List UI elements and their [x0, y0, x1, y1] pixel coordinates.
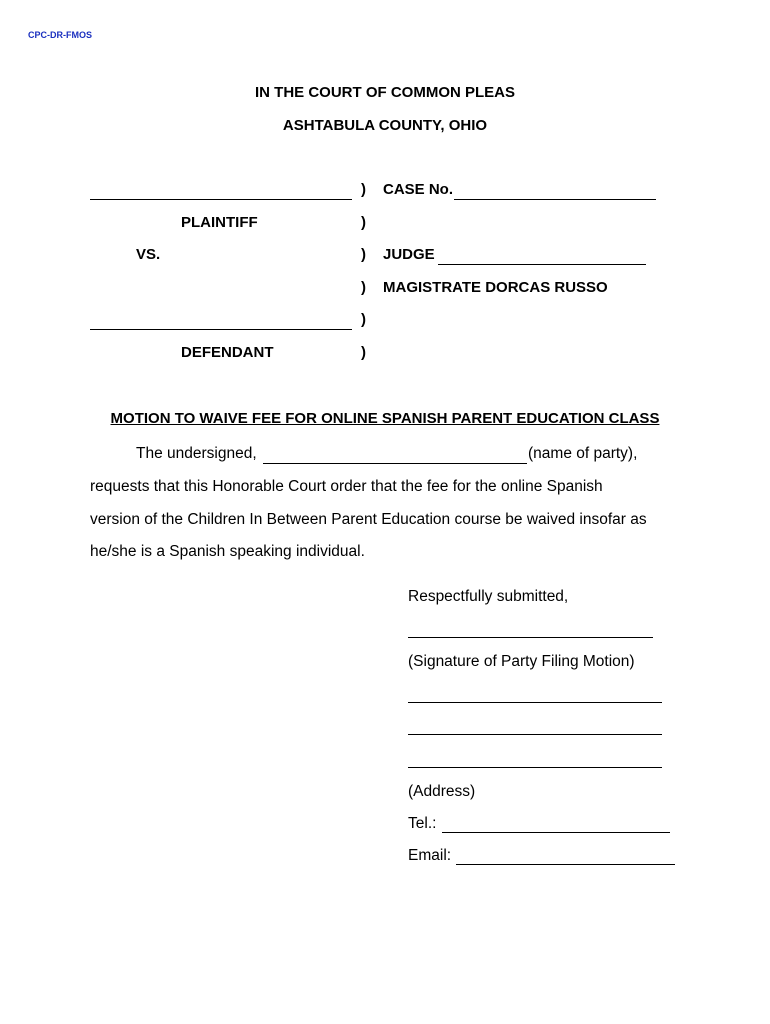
form-code: CPC-DR-FMOS [28, 30, 92, 40]
caption-paren: ) [361, 246, 366, 263]
name-of-party-caption: (name of party), [528, 445, 638, 462]
body-text-line: requests that this Honorable Court order that the fee for the online Spanish [90, 478, 603, 495]
body-text-line: version of the Children In Between Parent Education course be waived insofar as [90, 511, 647, 528]
undersigned-label: The undersigned, [136, 445, 257, 462]
caption-paren: ) [361, 311, 366, 328]
plaintiff-name-field[interactable] [90, 199, 352, 200]
court-county: ASHTABULA COUNTY, OHIO [282, 117, 488, 134]
respectfully-submitted: Respectfully submitted, [408, 588, 569, 605]
judge-field[interactable] [438, 264, 646, 265]
address-field-line1[interactable] [408, 702, 662, 703]
judge-label: JUDGE [383, 246, 435, 263]
email-label: Email: [408, 847, 452, 864]
address-caption: (Address) [408, 783, 476, 800]
address-field-line3[interactable] [408, 767, 662, 768]
tel-field[interactable] [442, 832, 670, 833]
tel-label: Tel.: [408, 815, 437, 832]
magistrate-label: MAGISTRATE DORCAS RUSSO [383, 279, 608, 296]
caption-paren: ) [361, 279, 366, 296]
caption-paren: ) [361, 344, 366, 361]
versus-label: VS. [136, 246, 161, 263]
case-number-label: CASE No. [383, 181, 454, 198]
defendant-label: DEFENDANT [181, 344, 274, 361]
party-name-field[interactable] [263, 463, 527, 464]
caption-paren: ) [361, 181, 366, 198]
signature-caption: (Signature of Party Filing Motion) [408, 653, 635, 670]
motion-title: MOTION TO WAIVE FEE FOR ONLINE SPANISH PARENT EDUCATION CLASS [110, 410, 660, 427]
defendant-name-field[interactable] [90, 329, 352, 330]
caption-paren: ) [361, 214, 366, 231]
address-field-line2[interactable] [408, 734, 662, 735]
signature-field[interactable] [408, 637, 653, 638]
plaintiff-label: PLAINTIFF [181, 214, 258, 231]
case-number-field[interactable] [454, 199, 656, 200]
email-field[interactable] [456, 864, 675, 865]
court-name: IN THE COURT OF COMMON PLEAS [255, 84, 515, 101]
body-text-line: he/she is a Spanish speaking individual. [90, 543, 365, 560]
